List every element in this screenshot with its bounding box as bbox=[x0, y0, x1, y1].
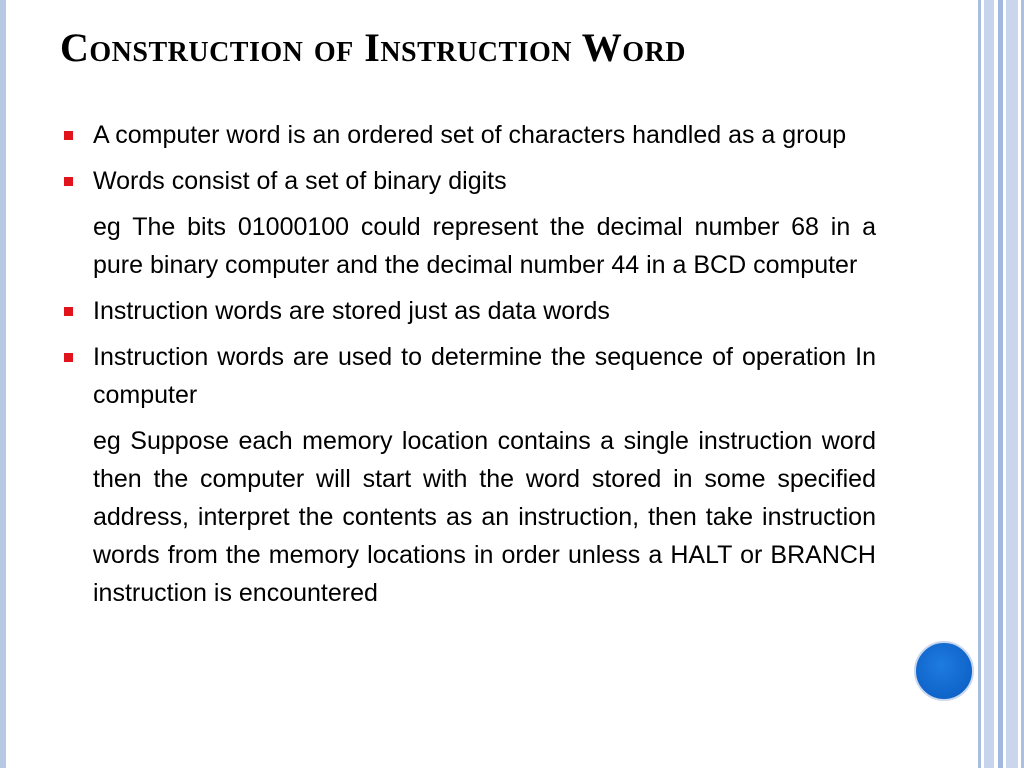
bullet-item bbox=[60, 162, 876, 200]
slide-body bbox=[60, 116, 876, 620]
bullet-item bbox=[60, 292, 876, 330]
square-bullet-icon bbox=[64, 353, 73, 362]
example-paragraph bbox=[60, 422, 876, 612]
bullet-text: A computer word is an ordered set of characters handled as a group bbox=[93, 121, 847, 149]
example-text: eg The bits 01000100 could represent the decimal number 68 in a pure binary computer and the decimal number 44 in a BCD computer bbox=[93, 213, 876, 279]
bullet-item bbox=[60, 116, 876, 154]
bullet-text: Words consist of a set of binary digits bbox=[93, 167, 507, 195]
example-text: eg Suppose each memory location contains a single instruction word then the computer will start with the word stored in some specified address, interpret the contents as an instruction, then take instruction words from the memory locations in order unless a HALT or BRANCH instruction is encountered bbox=[93, 427, 876, 607]
slide-right-border bbox=[978, 0, 1024, 768]
square-bullet-icon bbox=[64, 131, 73, 140]
bullet-item bbox=[60, 338, 876, 414]
decorative-circle bbox=[914, 641, 974, 701]
square-bullet-icon bbox=[64, 177, 73, 186]
square-bullet-icon bbox=[64, 307, 73, 316]
slide-left-border bbox=[0, 0, 6, 768]
example-paragraph bbox=[60, 208, 876, 284]
bullet-text: Instruction words are used to determine the sequence of operation In computer bbox=[93, 343, 876, 409]
bullet-text: Instruction words are stored just as data words bbox=[93, 297, 610, 325]
slide-title: Construction of Instruction Word bbox=[60, 25, 687, 70]
